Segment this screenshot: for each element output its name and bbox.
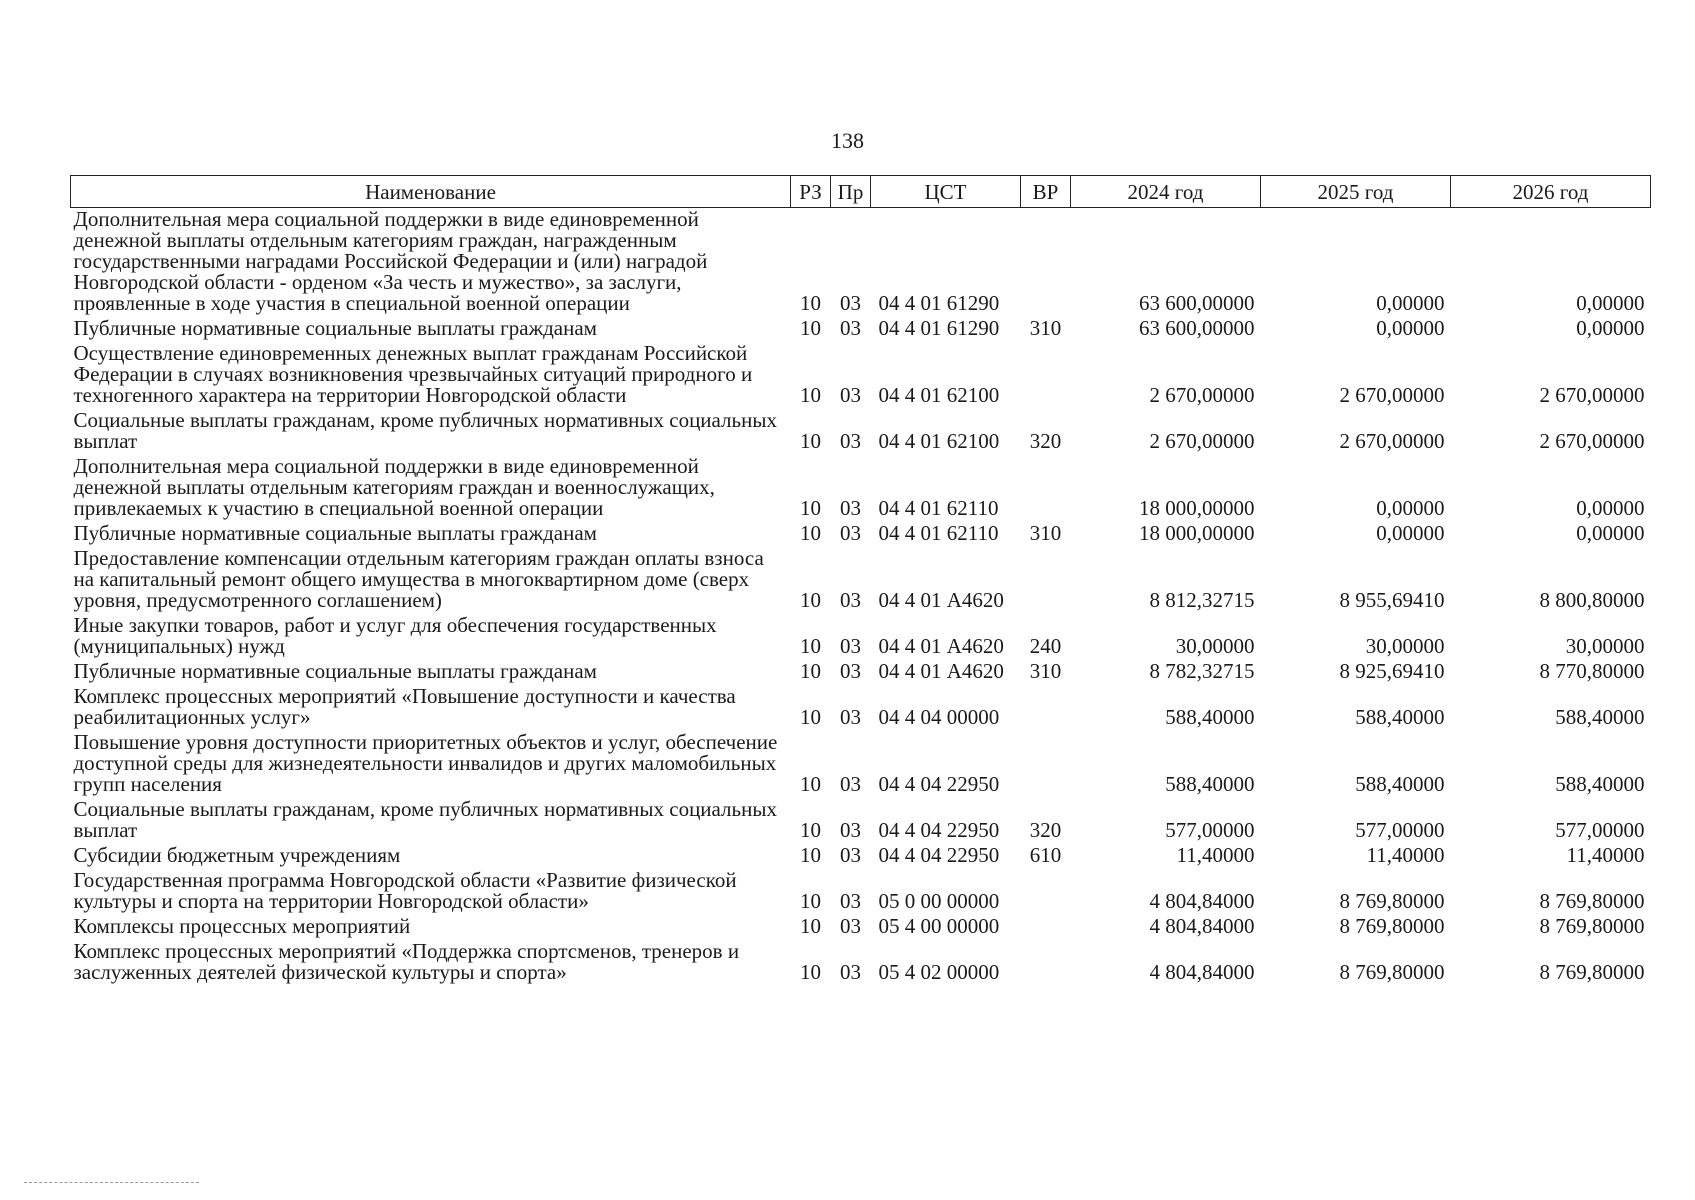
row-rz: 10 [800,818,821,842]
row-rz: 10 [800,659,821,683]
header-name: Наименование [71,176,791,208]
row-cst: 04 4 04 22950 [878,818,1000,842]
row-vr: 310 [1029,316,1062,340]
row-pr: 03 [840,316,861,340]
row-rz: 10 [800,496,821,520]
row-name: Субсидии бюджетным учреждениям [73,843,401,867]
row-cst: 04 4 01 62100 [878,429,1000,453]
row-value-2025: 8 769,80000 [1339,960,1445,984]
row-value-2025: 0,00000 [1376,316,1445,340]
row-value-2024: 63 600,00000 [1139,316,1255,340]
row-value-2025: 0,00000 [1376,291,1445,315]
row-vr [1021,869,1071,915]
row-value-2024: 4 804,84000 [1149,889,1255,913]
row-value-2025: 588,40000 [1355,772,1445,796]
row-value-2025: 2 670,00000 [1339,383,1445,407]
table-row [71,660,1651,685]
row-name: Публичные нормативные социальные выплаты гражданам [73,316,597,340]
row-rz: 10 [800,889,821,913]
row-value-2026: 8 769,80000 [1539,889,1645,913]
row-rz: 10 [800,914,821,938]
row-name: Комплексы процессных мероприятий [73,914,411,938]
row-name: Предоставление компенсации отдельным категориям граждан оплаты взноса на капитальный ремонт общего имущества в многоквартирном доме (сверх уровня, предусмотренного соглашением) [73,546,764,612]
row-value-2025: 2 670,00000 [1339,429,1445,453]
table-row [71,798,1651,844]
table-header-row [71,176,1651,208]
row-cst: 04 4 01 62100 [878,383,1000,407]
row-cst: 04 4 04 00000 [878,705,1000,729]
row-name: Комплекс процессных мероприятий «Поддержка спортсменов, тренеров и заслуженных деятелей физической культуры и спорта» [73,939,740,984]
row-cst: 04 4 04 22950 [878,843,1000,867]
row-value-2024: 577,00000 [1165,818,1255,842]
row-rz: 10 [800,960,821,984]
row-value-2024: 8 812,32715 [1149,588,1255,612]
row-pr: 03 [840,889,861,913]
row-pr: 03 [840,843,861,867]
row-rz: 10 [800,429,821,453]
row-pr: 03 [840,383,861,407]
header-cst: ЦСТ [871,176,1021,208]
row-value-2024: 18 000,00000 [1139,521,1255,545]
row-value-2026: 588,40000 [1555,705,1645,729]
row-value-2026: 8 800,80000 [1539,588,1645,612]
row-value-2025: 30,00000 [1365,634,1445,658]
row-value-2026: 577,00000 [1555,818,1645,842]
table-row [71,317,1651,342]
table-row [71,522,1651,547]
row-vr: 320 [1029,818,1062,842]
footer-divider [24,1182,199,1183]
row-vr: 240 [1029,634,1062,658]
row-value-2024: 588,40000 [1165,772,1255,796]
row-cst: 04 4 01 А4620 [878,634,1004,658]
header-pr: Пр [831,176,871,208]
row-cst: 04 4 01 62110 [878,521,999,545]
row-value-2024: 2 670,00000 [1149,429,1255,453]
row-pr: 03 [840,705,861,729]
row-value-2026: 0,00000 [1576,496,1645,520]
row-rz: 10 [800,843,821,867]
budget-table [70,175,1651,986]
table-body [71,208,1651,987]
row-pr: 03 [840,960,861,984]
row-value-2025: 8 925,69410 [1339,659,1445,683]
row-value-2024: 30,00000 [1175,634,1255,658]
row-value-2026: 8 770,80000 [1539,659,1645,683]
row-pr: 03 [840,496,861,520]
row-value-2025: 0,00000 [1376,496,1445,520]
row-name: Публичные нормативные социальные выплаты гражданам [73,521,597,545]
row-vr [1021,342,1071,409]
row-vr [1021,455,1071,522]
row-vr: 320 [1029,429,1062,453]
row-value-2025: 11,40000 [1366,843,1445,867]
row-cst: 04 4 04 22950 [878,772,1000,796]
row-pr: 03 [840,772,861,796]
row-value-2024: 18 000,00000 [1139,496,1255,520]
row-name: Иные закупки товаров, работ и услуг для обеспечения государственных (муниципальных) нужд [73,613,717,658]
row-value-2025: 8 955,69410 [1339,588,1445,612]
row-pr: 03 [840,818,861,842]
row-cst: 04 4 01 62110 [878,496,999,520]
row-value-2026: 8 769,80000 [1539,914,1645,938]
table-row [71,685,1651,731]
row-cst: 04 4 01 А4620 [878,659,1004,683]
table-row [71,869,1651,915]
row-value-2026: 0,00000 [1576,521,1645,545]
row-cst: 04 4 01 А4620 [878,588,1004,612]
table-row [71,342,1651,409]
row-rz: 10 [800,588,821,612]
header-vr: ВР [1021,176,1071,208]
row-value-2024: 4 804,84000 [1149,960,1255,984]
header-2024: 2024 год [1071,176,1261,208]
row-pr: 03 [840,914,861,938]
row-value-2026: 588,40000 [1555,772,1645,796]
row-value-2025: 8 769,80000 [1339,914,1445,938]
row-rz: 10 [800,383,821,407]
row-value-2025: 8 769,80000 [1339,889,1445,913]
row-value-2026: 30,00000 [1565,634,1645,658]
row-value-2024: 11,40000 [1176,843,1255,867]
row-value-2026: 11,40000 [1566,843,1645,867]
row-value-2026: 2 670,00000 [1539,429,1645,453]
row-rz: 10 [800,705,821,729]
row-vr: 610 [1029,843,1062,867]
header-rz: РЗ [791,176,831,208]
table-row [71,940,1651,986]
row-pr: 03 [840,659,861,683]
row-value-2024: 4 804,84000 [1149,914,1255,938]
row-name: Социальные выплаты гражданам, кроме публичных нормативных социальных выплат [73,797,777,842]
row-rz: 10 [800,634,821,658]
row-name: Публичные нормативные социальные выплаты гражданам [73,659,597,683]
table-row [71,409,1651,455]
row-value-2025: 588,40000 [1355,705,1445,729]
row-vr [1021,208,1071,318]
row-pr: 03 [840,429,861,453]
row-value-2025: 577,00000 [1355,818,1445,842]
table-row [71,455,1651,522]
row-value-2026: 8 769,80000 [1539,960,1645,984]
header-2025: 2025 год [1261,176,1451,208]
row-cst: 05 4 00 00000 [878,914,1000,938]
page-number: 138 [831,128,864,153]
table-row [71,614,1651,660]
row-rz: 10 [800,772,821,796]
row-rz: 10 [800,291,821,315]
row-name: Дополнительная мера социальной поддержки в виде единовременной денежной выплаты отдельным категориям граждан и военнослужащих, привлекаемых к участию в специальной военной операции [73,454,715,520]
row-name: Осуществление единовременных денежных выплат гражданам Российской Федерации в случаях возникновения чрезвычайных ситуаций природного и техногенного характера на территории Новгородской области [73,341,753,407]
row-name: Государственная программа Новгородской области «Развитие физической культуры и спорта на территории Новгородской области» [73,868,737,913]
row-vr: 310 [1029,521,1062,545]
row-value-2024: 63 600,00000 [1139,291,1255,315]
row-name: Повышение уровня доступности приоритетных объектов и услуг, обеспечение доступной среды для жизнедеятельности инвалидов и других маломобильных групп населения [73,730,778,796]
row-name: Социальные выплаты гражданам, кроме публичных нормативных социальных выплат [73,408,777,453]
row-value-2026: 0,00000 [1576,316,1645,340]
table-row [71,208,1651,318]
row-value-2024: 2 670,00000 [1149,383,1255,407]
row-value-2024: 8 782,32715 [1149,659,1255,683]
table-row [71,915,1651,940]
table-row [71,844,1651,869]
row-cst: 04 4 01 61290 [878,316,1000,340]
row-rz: 10 [800,316,821,340]
row-vr [1021,731,1071,798]
row-pr: 03 [840,588,861,612]
row-name: Комплекс процессных мероприятий «Повышение доступности и качества реабилитационных услуг» [73,684,736,729]
header-2026: 2026 год [1451,176,1651,208]
row-cst: 05 4 02 00000 [878,960,1000,984]
row-value-2025: 0,00000 [1376,521,1445,545]
table-row [71,547,1651,614]
row-vr: 310 [1029,659,1062,683]
row-pr: 03 [840,634,861,658]
row-cst: 05 0 00 00000 [878,889,1000,913]
row-vr [1021,547,1071,614]
row-value-2024: 588,40000 [1165,705,1255,729]
row-vr [1021,685,1071,731]
row-value-2026: 0,00000 [1576,291,1645,315]
row-vr [1021,915,1071,940]
row-pr: 03 [840,521,861,545]
row-rz: 10 [800,521,821,545]
row-value-2026: 2 670,00000 [1539,383,1645,407]
table-row [71,731,1651,798]
row-cst: 04 4 01 61290 [878,291,1000,315]
row-name: Дополнительная мера социальной поддержки в виде единовременной денежной выплаты отдельным категориям граждан, награжденным государственными наградами Российской Федерации и (или) наградой Новгородской области - орденом «За честь и мужество», за заслуги, проявленные в ходе участия в специальной военной операции [73,207,708,315]
row-pr: 03 [840,291,861,315]
row-vr [1021,940,1071,986]
